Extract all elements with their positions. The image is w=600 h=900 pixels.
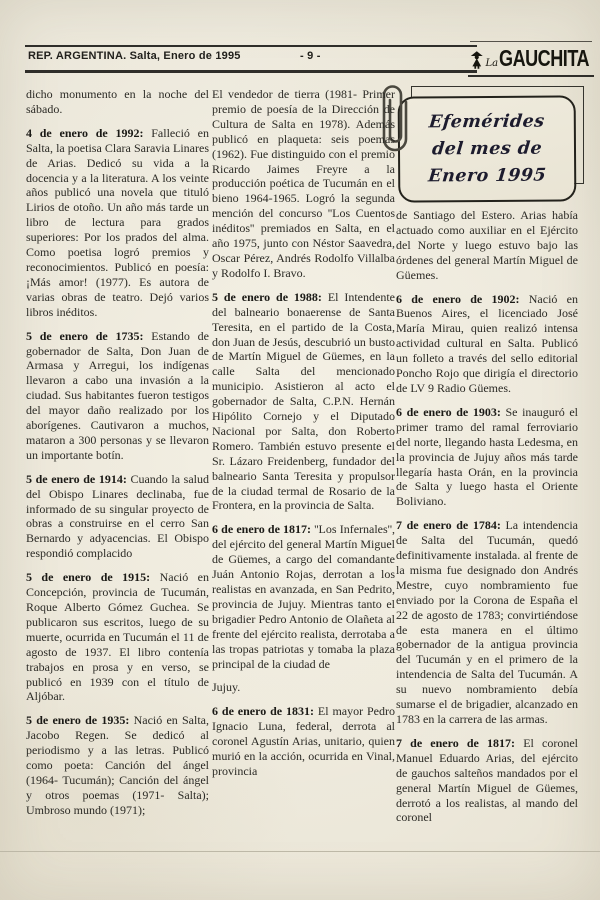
page-number: - 9 - [300, 50, 321, 62]
entry-date: 6 de enero de 1903: [396, 404, 501, 419]
footer-rule [0, 851, 600, 852]
logo-title: GAUCHITA [499, 46, 590, 73]
entry-text: ''Los Infernales'', del ejército del general Martín Miguel de Güemes, a cargo del comandante Juán Antonio Rojas, derrotan a los realistas en avanzada, en San Pedrito, provincia de Jujuy. Mientras tanto el brigadier Pedro Antonio de Olañeta al frente del ejército realista, derrotaba a las tropas patriotas y tomaba la plaza principal de la ciudad de [212, 522, 395, 671]
text-column-3 [396, 208, 578, 834]
entry-text: Estando de gobernador de Salta, Don Juan de Armasa y Arregui, los indígenas llevaron a cabo una invasión a la ciudad. Sus habitantes fueron testigos del mayor daño realizado por los aborígenes. Cautivaron a muchos, mataron a 300 personas y se llevaron un importante botín. [26, 328, 209, 462]
efemerides-box [398, 92, 576, 196]
page-header [28, 50, 468, 62]
entry-date: 5 de enero de 1915: [26, 570, 151, 585]
entry-date: 7 de enero de 1784: [396, 518, 501, 533]
entry-date: 7 de enero de 1817: [396, 735, 516, 750]
entry-text: Nació en Buenos Aires, el licenciado José María Mirau, quien realizó intensa actividad cultural en Salta. Publicó un folleto a través del sello editorial Poncho Rojo que dirigía el directorio de LV 9 Radio Güemes. [396, 291, 578, 395]
box-inner-frame [398, 95, 577, 202]
header-edition-label: REP. ARGENTINA. Salta, Enero de 1995 [28, 50, 241, 62]
text-column-2 [212, 87, 395, 788]
entry-paragraph [26, 472, 209, 561]
entry-paragraph [26, 87, 209, 117]
entry-paragraph [396, 292, 578, 396]
entry-paragraph [212, 522, 395, 671]
text-column-1 [26, 87, 209, 827]
entry-paragraph [212, 680, 395, 695]
box-title-line1: Efemérides [428, 111, 546, 132]
entry-text: Nació en Salta, Jacobo Regen. Se dedicó al periodismo y a las letras. Publicó como poeta: Canción del ángel (1964- Tucumán); Canción del ángel y otros poemas (1971- Salta); Umbroso mundo (1971); [26, 713, 210, 817]
box-title-line3: Enero 1995 [427, 165, 548, 186]
entry-text: Jujuy. [212, 680, 241, 695]
entry-paragraph [26, 329, 209, 463]
header-rule-bottom [25, 70, 477, 73]
entry-text: Falleció en Salta, la poetisa Clara Saravia Linares de Arias. Dedicó su vida a la docencia y a la literatura. A los veinte años publicó una novela que tituló Lirios de otoño. Un año más tarde un libro de lectura para grados superiores: Por los prados del alma. Como poetisa logró premios y reconocimientos. Publicó en poesía: ¡Más amor! (1977). Es autora de varias obras de teatro. Dejó varios libros inéditos. [26, 125, 209, 319]
entry-paragraph [396, 405, 578, 509]
entry-text: El mayor Pedro Ignacio Luna, federal, derrota al coronel Agustín Arias, unitario, quien murió en la acción, ocurrida en Vinal, provincia [212, 704, 395, 778]
entry-date: 5 de enero de 1935: [26, 713, 130, 728]
box-title-line2: del mes de [431, 138, 544, 159]
gaucho-icon [470, 48, 484, 72]
entry-paragraph [212, 704, 395, 779]
entry-text: dicho monumento en la noche del sábado. [26, 87, 209, 116]
entry-text: El coronel Manuel Eduardo Arias, del ejército de gauchos salteños mandados por el general Martín Miguel de Güemes, derrotó a los realistas, al mando del coronel [396, 735, 579, 825]
entry-date: 4 de enero de 1992: [26, 125, 144, 140]
magazine-logo [470, 47, 594, 73]
entry-text: Se inauguró el primer tramo del ramal ferroviario del norte, llegando hasta Ledesma, en la provincia de Jujuy años más tarde llegaría hasta Orán, en la provincia de Salta y luego hasta el Oriente Boliviano. [396, 404, 578, 509]
entry-paragraph [396, 736, 578, 825]
logo-rule-top [470, 41, 592, 42]
entry-text: Nació en Concepción, provincia de Tucumán, Roque Alberto Gómez Guchea. Se publicaron sus escritos, luego de su muerte, ocurrida en Tucumán el 11 de agosto de 1937. El libro contenía trabajos en prosa y en verso, se publicó en 1939 con el título de Aljóbar. [26, 570, 210, 704]
logo-rule-bottom [468, 75, 594, 77]
entry-date: 5 de enero de 1988: [212, 289, 322, 304]
header-rule-top [25, 45, 477, 47]
entry-text: El vendedor de tierra (1981- Primer premio de poesía de la Dirección de Cultura de Salta en 1978). Además publicó en plaqueta: seis poemas (1962). Fue distinguido con el premio Ricardo Jaimes Freyre a la producción poética de Tucumán en el bieno 1964-1965. Logró la segunda mención del concurso ''Los Cuentos inéditos'' premiados en Salta, en el año 1975, junto con Néstor Saavedra, Oscar Pérez, Andrés Rodolfo Villalba y Rodolfo I. Bravo. [212, 87, 395, 280]
entry-date: 5 de enero de 1735: [26, 328, 144, 343]
entry-date: 6 de enero de 1902: [396, 291, 520, 306]
entry-text: La intendencia de Salta del Tucumán, quedó definitivamente instalada. al frente de la misma fue designado don Andrés Mestre, cuyo nombramiento fue enviado por la Corona de España el 22 de agosto de 1783; convirtiéndose de esta manera en el último gobernador de la antigua provincia del Tucumán y en el primero de la intendencia de Salta del Tucumán. A su nuevo nombramiento debía sumarse el de brigadier, alcanzado en 1783 en la carrera de las armas. [396, 518, 578, 726]
logo-article-word: La [485, 57, 499, 69]
entry-paragraph [212, 290, 395, 514]
entry-text: de Santiago del Estero. Arias había actuado como auxiliar en el Ejército del Norte y luego estuvo bajo las órdenes del general Martín Miguel de Güemes. [396, 208, 578, 282]
entry-date: 6 de enero de 1817: [212, 522, 312, 537]
entry-paragraph [396, 518, 578, 727]
entry-paragraph [26, 126, 209, 320]
entry-paragraph [26, 570, 209, 704]
entry-text: Cuando la salud del Obispo Linares declinaba, fue informado de su singular proyecto de obras a construirse en el cerro San Bernardo y adyacencias. El Obispo respondió complacido [26, 471, 209, 561]
entry-date: 6 de enero de 1831: [212, 704, 314, 719]
entry-paragraph [26, 713, 209, 817]
entry-date: 5 de enero de 1914: [26, 471, 127, 486]
entry-paragraph [212, 87, 395, 281]
entry-text: El Intendente del balneario bonaerense de Santa Teresita, en el partido de la Costa, don Juan de Jesús, descubrió un busto de Martín Miguel de Güemes, en la calle Salta del mencionado municipio. Asistieron al acto el gobernador de Salta, C.P.N. Hernán Hipólito Cornejo y el Diputado Nacional por Salta, don Roberto Romero. También estuvo presente el Sr. Lázaro Freidenberg, fundador del balneario Santa Teresita y propulsor de la ciudad termal de Rosario de la Frontera, en la provincia de Salta. [212, 289, 395, 513]
entry-paragraph [396, 208, 578, 283]
